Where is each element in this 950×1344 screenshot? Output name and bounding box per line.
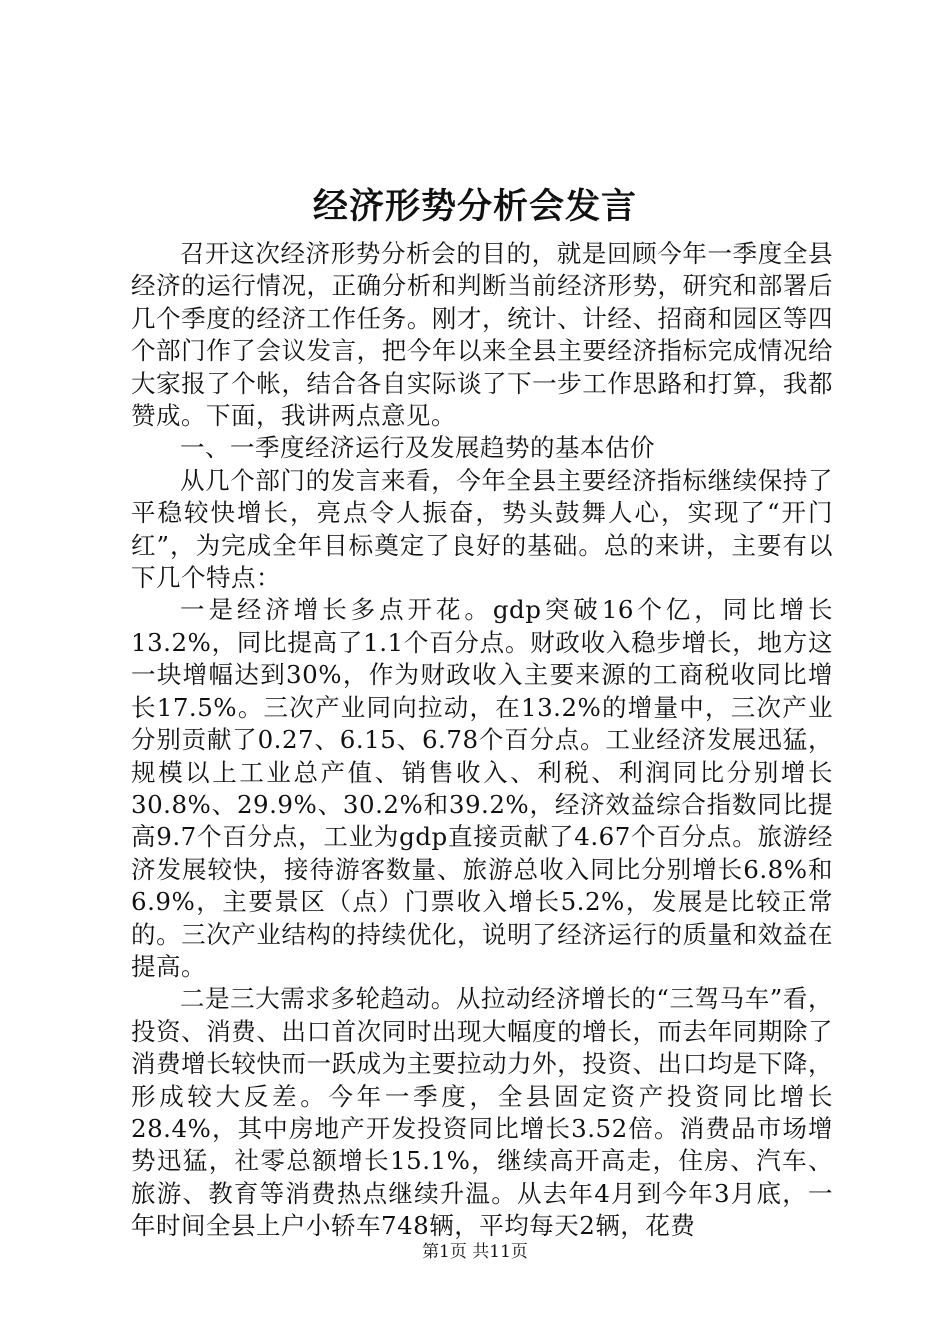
paragraph-overview: 从几个部门的发言来看，今年全县主要经济指标继续保持了平稳较快增长，亮点令人振奋，势头鼓舞人心，实现了“开门红”，为完成全年目标奠定了良好的基础。总的来讲，主要有以下几个特点： [131, 465, 833, 593]
page-footer: 第1页 共11页 [422, 1242, 528, 1262]
paragraph-intro: 召开这次经济形势分析会的目的，就是回顾今年一季度全县经济的运行情况，正确分析和判断当前经济形势，研究和部署后几个季度的经济工作任务。刚才，统计、计经、招商和园区等四个部门作了会议发言，把今年以来全县主要经济指标完成情况给大家报了个帐，结合各自实际谈了下一步工作思路和打算，我都赞成。下面，我讲两点意见。 [131, 239, 833, 431]
document-body [131, 238, 833, 1243]
document-title: 经济形势分析会发言 [312, 186, 637, 227]
paragraph-point-two: 二是三大需求多轮趋动。从拉动经济增长的“三驾马车”看，投资、消费、出口首次同时出现大幅度的增长，而去年同期除了消费增长较快而一跃成为主要拉动力外，投资、出口均是下降，形成较大反差。今年一季度，全县固定资产投资同比增长28.4%，其中房地产开发投资同比增长3.52倍。消费品市场增势迅猛，社零总额增长15.1%，继续高开高走，住房、汽车、旅游、教育等消费热点继续升温。从去年4月到今年3月底，一年时间全县上户小轿车748辆，平均每天2辆，花费 [131, 984, 833, 1241]
paragraph-point-one: 一是经济增长多点开花。gdp突破16个亿，同比增长13.2%，同比提高了1.1个百分点。财政收入稳步增长，地方这一块增幅达到30%，作为财政收入主要来源的工商税收同比增长17.5%。三次产业同向拉动，在13.2%的增量中，三次产业分别贡献了0.27、6.15、6.78个百分点。工业经济发展迅猛，规模以上工业总产值、销售收入、利税、利润同比分别增长30.8%、29.9%、30.2%和39.2%，经济效益综合指数同比提高9.7个百分点，工业为gdp直接贡献了4.67个百分点。旅游经济发展较快，接待游客数量、旅游总收入同比分别增长6.8%和6.9%，主要景区（点）门票收入增长5.2%，发展是比较正常的。三次产业结构的持续优化，说明了经济运行的质量和效益在提高。 [131, 595, 833, 981]
section-heading: 一、一季度经济运行及发展趋势的基本估价 [180, 433, 655, 463]
